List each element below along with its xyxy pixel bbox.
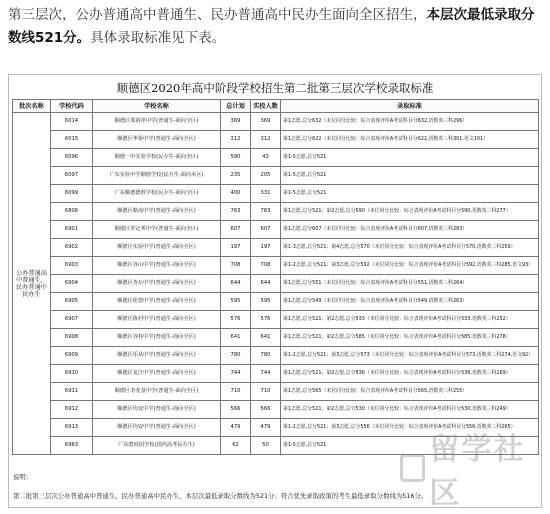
school-code-cell: 6099	[51, 185, 93, 203]
school-code-cell: 6911	[51, 383, 93, 401]
school-name-cell: 顺德区容山中学(普通生-面向全区)	[93, 257, 221, 275]
total-plan-cell: 763	[221, 203, 251, 221]
school-name-cell: 顺德区均安中学(普通生-面向全区)	[93, 401, 221, 419]
table-row	[13, 365, 539, 383]
table-row	[13, 113, 539, 131]
admission-standard-cell: 第1志愿,总分521；第2志愿,总分536（末位同分比较：综合表现评价A考试科目分536,语数英三科269）	[281, 365, 539, 383]
note-label: 说明：	[13, 473, 33, 481]
total-plan-cell: 197	[221, 239, 251, 257]
actual-count-cell: 43	[251, 149, 281, 167]
admission-standard-cell: 第1志愿,总分607（末位同分比较：综合表现评价A考试科目分607,语数英三科283）	[281, 221, 539, 239]
school-name-cell: 顺德区容桂中学(普通生-面向全区)	[93, 329, 221, 347]
total-plan-cell: 780	[221, 347, 251, 365]
actual-count-cell: 566	[251, 401, 281, 419]
admission-table	[12, 99, 539, 455]
table-row	[13, 383, 539, 401]
document-title: 顺德区2020年高中阶段学校招生第二批第三层次学校录取标准	[116, 81, 434, 95]
admission-standard-cell: 第1志愿,总分521；第2志愿,总分533（末位同分比较：综合表现评价A考试科目分533,语数英三科252）	[281, 311, 539, 329]
table-row	[13, 149, 539, 167]
admission-standard-cell: 第1志愿,总分521；第2志愿,总分585（末位同分比较：综合表现评价A考试科目分585,语数英三科278）	[281, 329, 539, 347]
header-actual-count: 实投人数	[251, 100, 281, 113]
admission-standard-cell: 第1志愿,总分549（末位同分比较：综合表现评价A考试科目分549,语数英三科263）	[281, 293, 539, 311]
admission-standard-cell: 第1-3志愿,总分521；第4志愿,总分570（末位同分比较：综合表现评价A考试科目分570,语数英三科259）	[281, 239, 539, 257]
admission-standard-cell: 第1-2志愿,总分521；第3志愿,总分573（末位同分比较：综合表现评价A考试科目分573,语数英三科274,语文92）	[281, 347, 539, 365]
table-header-row	[13, 100, 539, 113]
actual-count-cell: 780	[251, 347, 281, 365]
actual-count-cell: 197	[251, 239, 281, 257]
school-name-cell: 顺德一中实验学校(民办生-面向全区)	[93, 149, 221, 167]
actual-count-cell: 607	[251, 221, 281, 239]
header-batch-name: 批次名称	[13, 100, 51, 113]
actual-count-cell: 644	[251, 275, 281, 293]
table-body	[13, 113, 539, 455]
total-plan-cell: 744	[221, 365, 251, 383]
school-code-cell: 6905	[51, 293, 93, 311]
school-name-cell: 顺德区杏坛中学(普通生-面向全区)	[93, 275, 221, 293]
admission-standard-cell: 第1-5志愿,总分521	[281, 437, 539, 455]
watermark-logo	[400, 432, 542, 511]
actual-count-cell: 312	[251, 131, 281, 149]
table-row	[13, 221, 539, 239]
actual-count-cell: 576	[251, 311, 281, 329]
header-admission-standard: 录取标准	[281, 100, 539, 113]
admission-standard-cell: 第1-2志愿,总分521；第3志愿,总分556（末位同分比较：综合表现评价A考试科目分556,语数英三科265）	[281, 419, 539, 437]
table-row	[13, 293, 539, 311]
header-school-code: 学校代码	[51, 100, 93, 113]
actual-count-cell: 595	[251, 293, 281, 311]
school-code-cell: 6908	[51, 329, 93, 347]
school-code-cell: 6806	[51, 203, 93, 221]
total-plan-cell: 576	[221, 311, 251, 329]
admission-standard-cell: 第1-5志愿,总分521	[281, 185, 539, 203]
school-code-cell: 6963	[51, 437, 93, 455]
admission-standard-cell: 第1志愿,总分521；第2志愿,总分530（末位同分比较：综合表现评价A考试科目分530,语数英三科249）	[281, 401, 539, 419]
school-code-cell: 6912	[51, 401, 93, 419]
table-row	[13, 167, 539, 185]
total-plan-cell: 644	[221, 275, 251, 293]
total-plan-cell: 369	[221, 113, 251, 131]
school-code-cell: 6907	[51, 311, 93, 329]
total-plan-cell: 235	[221, 167, 251, 185]
table-row	[13, 185, 539, 203]
school-name-cell: 顺德区勒流中学(普通生-面向全区)	[93, 203, 221, 221]
total-plan-cell: 607	[221, 221, 251, 239]
school-name-cell: 顺德区龙江中学(普通生-面向全区)	[93, 365, 221, 383]
school-code-cell: 6902	[51, 239, 93, 257]
admission-standard-cell: 第1-5志愿,总分521	[281, 149, 539, 167]
school-code-cell: 6913	[51, 419, 93, 437]
admission-standard-cell: 第1志愿,总分565（末位同分比较：综合表现评价A考试科目分565,语数英三科255）	[281, 383, 539, 401]
intro-text: 第三层次，公办普通高中普通生、民办普通高中民办生面向全区招生，	[8, 7, 427, 23]
school-name-cell: 顺德区均安中学(普通生-面向全区)	[93, 419, 221, 437]
admission-standard-cell: 第1志愿,总分632（末位同分比较：综合表现评价A考试科目分632,语数英三科296）	[281, 113, 539, 131]
school-name-cell: 顺德区华侨中学(普通生-面向全区)	[93, 131, 221, 149]
table-row	[13, 203, 539, 221]
admission-standard-cell: 第1-2志愿,总分521；第3志愿,总分592（末位同分比较：综合表现评价A考试科目分592,语数英三科285,语文93）	[281, 257, 539, 275]
total-plan-cell: 595	[221, 293, 251, 311]
intro-tail-text: 具体录取标准见下表。	[90, 30, 226, 46]
actual-count-cell: 710	[251, 383, 281, 401]
header-total-plan: 总计划	[221, 100, 251, 113]
total-plan-cell: 708	[221, 257, 251, 275]
watermark-text: 留学社区	[429, 432, 526, 511]
school-name-cell: 顺德区李兆基中学(普通生-面向全区)	[93, 383, 221, 401]
school-code-cell: 6015	[51, 131, 93, 149]
school-name-cell: 顺德区乐从中学(普通生-面向全区)	[93, 347, 221, 365]
actual-count-cell: 50	[251, 437, 281, 455]
school-code-cell: 6903	[51, 257, 93, 275]
admission-standard-cell: 第1-5志愿,总分521	[281, 167, 539, 185]
admission-standard-cell: 第1志愿,总分521；第2志愿,总分590（末位同分比较：综合表现评价A考试科目分590,语数英三科277）	[281, 203, 539, 221]
header-school-name: 学校名称	[93, 100, 221, 113]
school-code-cell: 6014	[51, 113, 93, 131]
batch-name-cell: 公办普通高中普通生，民办普通中民办生	[13, 113, 51, 455]
table-row	[13, 239, 539, 257]
school-name-cell: 顺德区伦敦中学(普通生-面向全区)	[93, 293, 221, 311]
actual-count-cell: 744	[251, 365, 281, 383]
total-plan-cell: 566	[221, 401, 251, 419]
table-row	[13, 275, 539, 293]
intro-bold-text: 本层次最低录取分数线521分。	[8, 7, 535, 46]
actual-count-cell: 369	[251, 113, 281, 131]
watermark-mark-icon	[400, 454, 425, 482]
actual-count-cell: 479	[251, 419, 281, 437]
school-code-cell: 6904	[51, 275, 93, 293]
total-plan-cell: 641	[221, 329, 251, 347]
admission-standard-cell: 第1志愿,总分622（末位同分比较：综合表现评价A考试科目分622,语数英三科301,语文101）	[281, 131, 539, 149]
total-plan-cell: 479	[221, 419, 251, 437]
table-row	[13, 257, 539, 275]
actual-count-cell: 763	[251, 203, 281, 221]
total-plan-cell: 400	[221, 185, 251, 203]
table-row	[13, 401, 539, 419]
actual-count-cell: 708	[251, 257, 281, 275]
table-row	[13, 311, 539, 329]
total-plan-cell: 590	[221, 149, 251, 167]
school-name-cell: 顺德区陈村中学(普通生-面向全区)	[93, 311, 221, 329]
table-row	[13, 347, 539, 365]
school-name-cell: 广东顺德德胜学校(民办生-面向全区)	[93, 185, 221, 203]
school-name-cell: 顺德区罗定邦中学(普通生-面向全区)	[93, 221, 221, 239]
actual-count-cell: 641	[251, 329, 281, 347]
admission-standard-cell: 第1志愿,总分551（末位同分比较：综合表现评价A考试科目分551,语数英三科264）	[281, 275, 539, 293]
school-name-cell: 顺德区实验中学(普通生-面向全区)	[93, 239, 221, 257]
actual-count-cell: 331	[251, 185, 281, 203]
school-code-cell: 6096	[51, 149, 93, 167]
footer-note: 第二批第三层次公办普通高中普通生、民办普通高中民办生，本层次最低录取分数线为521分；符合优先录取政策的考生最低录取分数线为516分。	[13, 492, 428, 500]
school-code-cell: 6910	[51, 365, 93, 383]
total-plan-cell: 312	[221, 131, 251, 149]
intro-paragraph	[8, 4, 544, 50]
school-name-cell: 广东碧桂园学校(国内高考民办生)	[93, 437, 221, 455]
school-code-cell: 6901	[51, 221, 93, 239]
total-plan-cell: 62	[221, 437, 251, 455]
total-plan-cell: 710	[221, 383, 251, 401]
school-name-cell: 广东实验中学顺德学校(民办生-面向本区)	[93, 167, 221, 185]
school-code-cell: 6909	[51, 347, 93, 365]
actual-count-cell: 205	[251, 167, 281, 185]
school-name-cell: 顺德区郑裕彤中学(普通生-面向全区)	[93, 113, 221, 131]
table-row	[13, 329, 539, 347]
table-row	[13, 131, 539, 149]
school-code-cell: 6097	[51, 167, 93, 185]
